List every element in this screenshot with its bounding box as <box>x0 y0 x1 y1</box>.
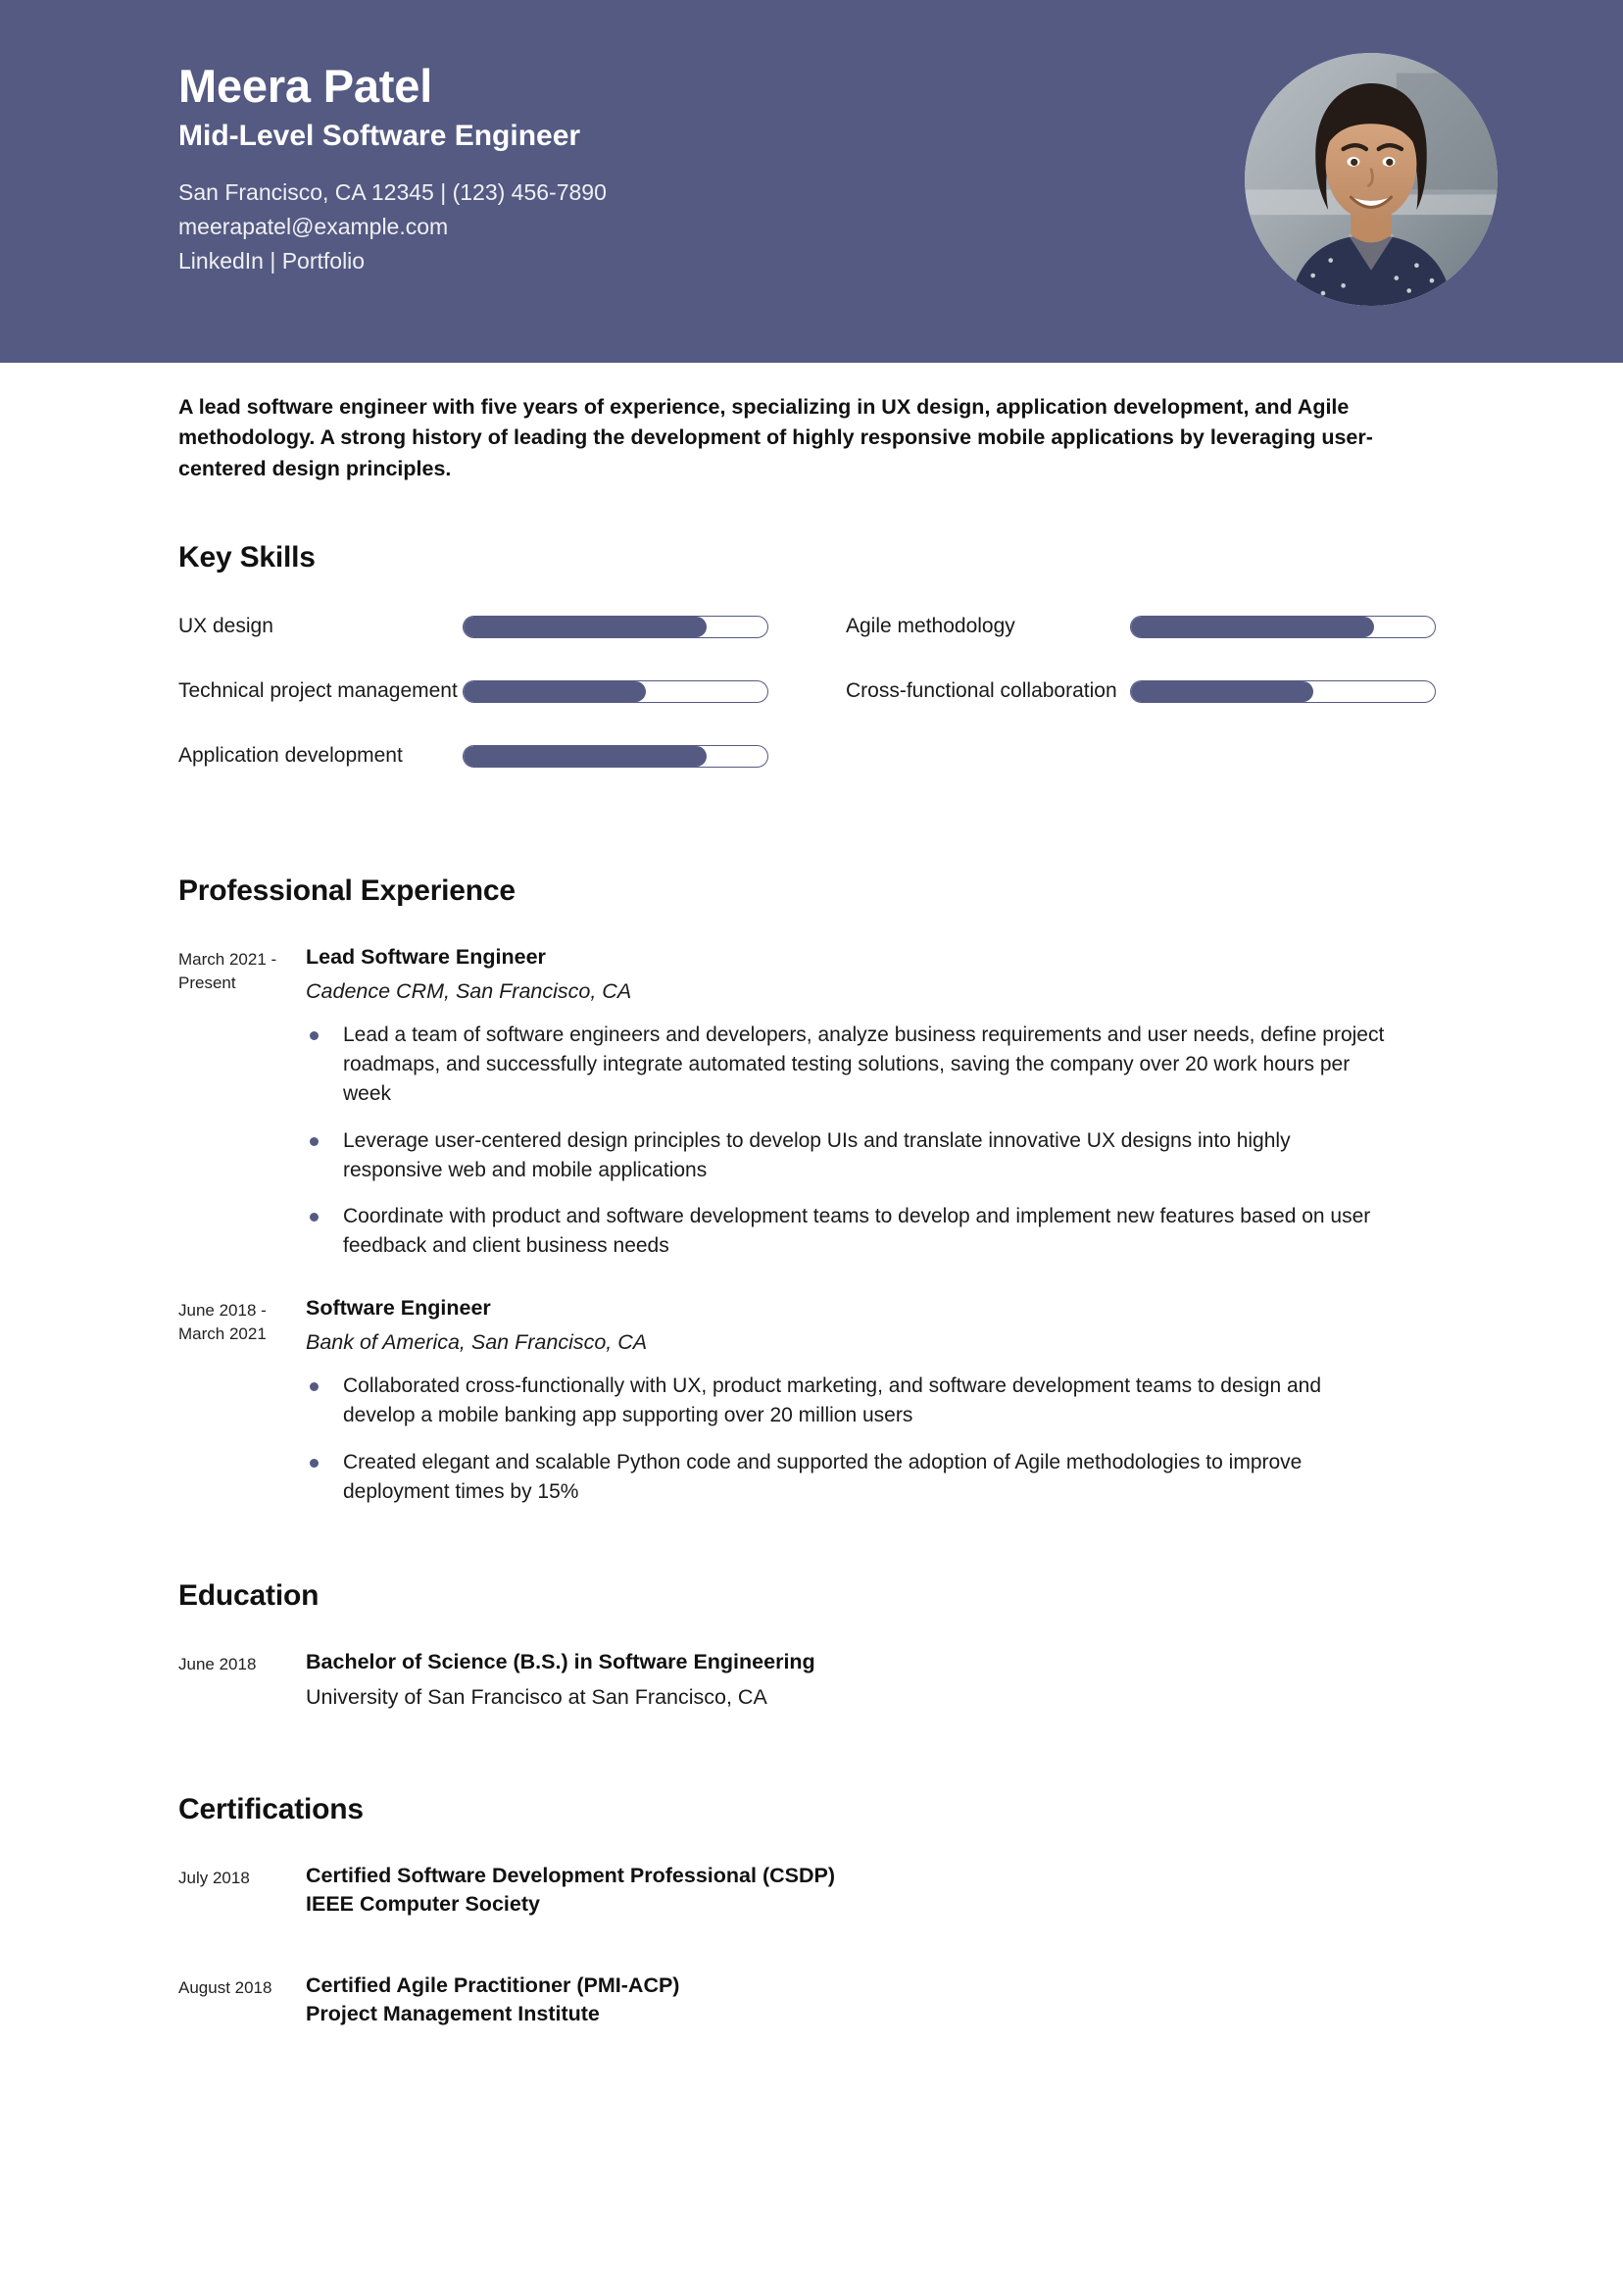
skills-column-right <box>846 610 1445 804</box>
job-bullets <box>306 1372 1445 1506</box>
resume-header <box>0 0 1623 363</box>
experience-entry <box>178 943 1445 1261</box>
skill-row <box>846 674 1445 718</box>
section-title-education: Education <box>178 1578 320 1612</box>
professional-summary: A lead software engineer with five years of experience, specializing in UX design, application development, and Agile methodology. A strong history of leading the development of highly responsive mobile applications by leveraging user-centered design principles. <box>178 395 1373 480</box>
entry-date: June 2018 <box>178 1654 257 1673</box>
bullet-item: Created elegant and scalable Python code and supported the adoption of Agile methodologies to improve deployment times by 15% <box>306 1448 1392 1507</box>
entry-main <box>306 943 1445 1261</box>
bullet-item: Collaborated cross-functionally with UX, product marketing, and software development teams to design and develop a mobile banking app supporting over 20 million users <box>306 1372 1392 1430</box>
skill-row <box>846 610 1445 653</box>
degree-title: Bachelor of Science (B.S.) in Software Engineering <box>306 1649 815 1673</box>
entry-date: August 2018 <box>178 1977 272 1997</box>
profile-photo-icon <box>1245 53 1498 306</box>
skill-level-fill <box>464 681 646 702</box>
skill-row <box>178 610 777 653</box>
bullet-item: Leverage user-centered design principles to develop UIs and translate innovative UX designs into highly responsive web and mobile applications <box>306 1126 1392 1185</box>
experience-entry <box>178 1294 1445 1507</box>
school-name: University of San Francisco at San Francisco, CA <box>306 1684 767 1709</box>
section-key-skills <box>178 541 1445 804</box>
skill-level-bar <box>1130 680 1436 703</box>
skill-level-fill <box>1131 681 1313 702</box>
skill-label: Agile methodology <box>846 615 1015 638</box>
skill-level-bar <box>463 680 768 703</box>
section-title-professional-experience: Professional Experience <box>178 874 516 908</box>
certification-name: Certified Agile Practitioner (PMI-ACP) <box>306 1972 680 1997</box>
skill-level-bar <box>463 616 768 638</box>
section-professional-experience <box>178 874 1445 1506</box>
skills-column-left <box>178 610 777 804</box>
job-title: Lead Software Engineer <box>306 945 546 970</box>
skill-level-bar <box>463 745 768 768</box>
certification-entry <box>178 1862 1445 1919</box>
candidate-job-title: Mid-Level Software Engineer <box>178 119 581 152</box>
certification-name: Certified Software Development Professional (CSDP) <box>306 1863 835 1887</box>
resume-body <box>0 392 1623 2027</box>
skill-label: UX design <box>178 615 273 638</box>
skill-label: Application development <box>178 744 403 768</box>
candidate-name: Meera Patel <box>178 60 433 112</box>
entry-main <box>306 1972 1445 2028</box>
bullet-item: Lead a team of software engineers and developers, analyze business requirements and user needs, define project roadmaps, and successfully integrate automated testing solutions, saving the company over 20 work hours per week <box>306 1021 1392 1108</box>
job-company: Cadence CRM, San Francisco, CA <box>306 979 632 1004</box>
entry-date: March 2021 - Present <box>178 950 277 992</box>
skill-row <box>178 739 777 782</box>
skill-label: Cross-functional collaboration <box>846 679 1117 703</box>
entry-main <box>306 1862 1445 1919</box>
entry-main <box>306 1648 1445 1713</box>
skill-level-fill <box>1131 617 1374 637</box>
certification-entry <box>178 1972 1445 2028</box>
skill-label: Technical project management <box>178 679 458 703</box>
section-education <box>178 1579 1445 1713</box>
job-company: Bank of America, San Francisco, CA <box>306 1330 648 1355</box>
certification-issuer: Project Management Institute <box>306 2001 600 2025</box>
education-entry <box>178 1648 1445 1713</box>
entry-main <box>306 1294 1445 1507</box>
contact-location-phone: San Francisco, CA 12345 | (123) 456-7890 <box>178 178 607 205</box>
section-title-key-skills: Key Skills <box>178 541 316 574</box>
skill-level-bar <box>1130 616 1436 638</box>
avatar <box>1245 53 1498 306</box>
certification-entries <box>178 1862 1445 2028</box>
job-title: Software Engineer <box>306 1296 491 1321</box>
experience-entries <box>178 943 1445 1506</box>
certification-issuer: IEEE Computer Society <box>306 1891 540 1916</box>
skill-level-fill <box>464 746 707 767</box>
header-text-block <box>178 51 607 277</box>
contact-links[interactable]: LinkedIn | Portfolio <box>178 247 366 274</box>
section-title-certifications: Certifications <box>178 1792 364 1825</box>
section-certifications <box>178 1793 1445 2028</box>
education-entries <box>178 1648 1445 1713</box>
entry-date: July 2018 <box>178 1868 250 1887</box>
entry-date: June 2018 - March 2021 <box>178 1301 267 1343</box>
bullet-item: Coordinate with product and software development teams to develop and implement new features based on user feedback and client business needs <box>306 1202 1392 1261</box>
skills-grid <box>178 610 1445 804</box>
contact-email[interactable]: meerapatel@example.com <box>178 213 449 239</box>
job-bullets <box>306 1021 1445 1261</box>
skill-row <box>178 674 777 718</box>
skill-level-fill <box>464 617 707 637</box>
